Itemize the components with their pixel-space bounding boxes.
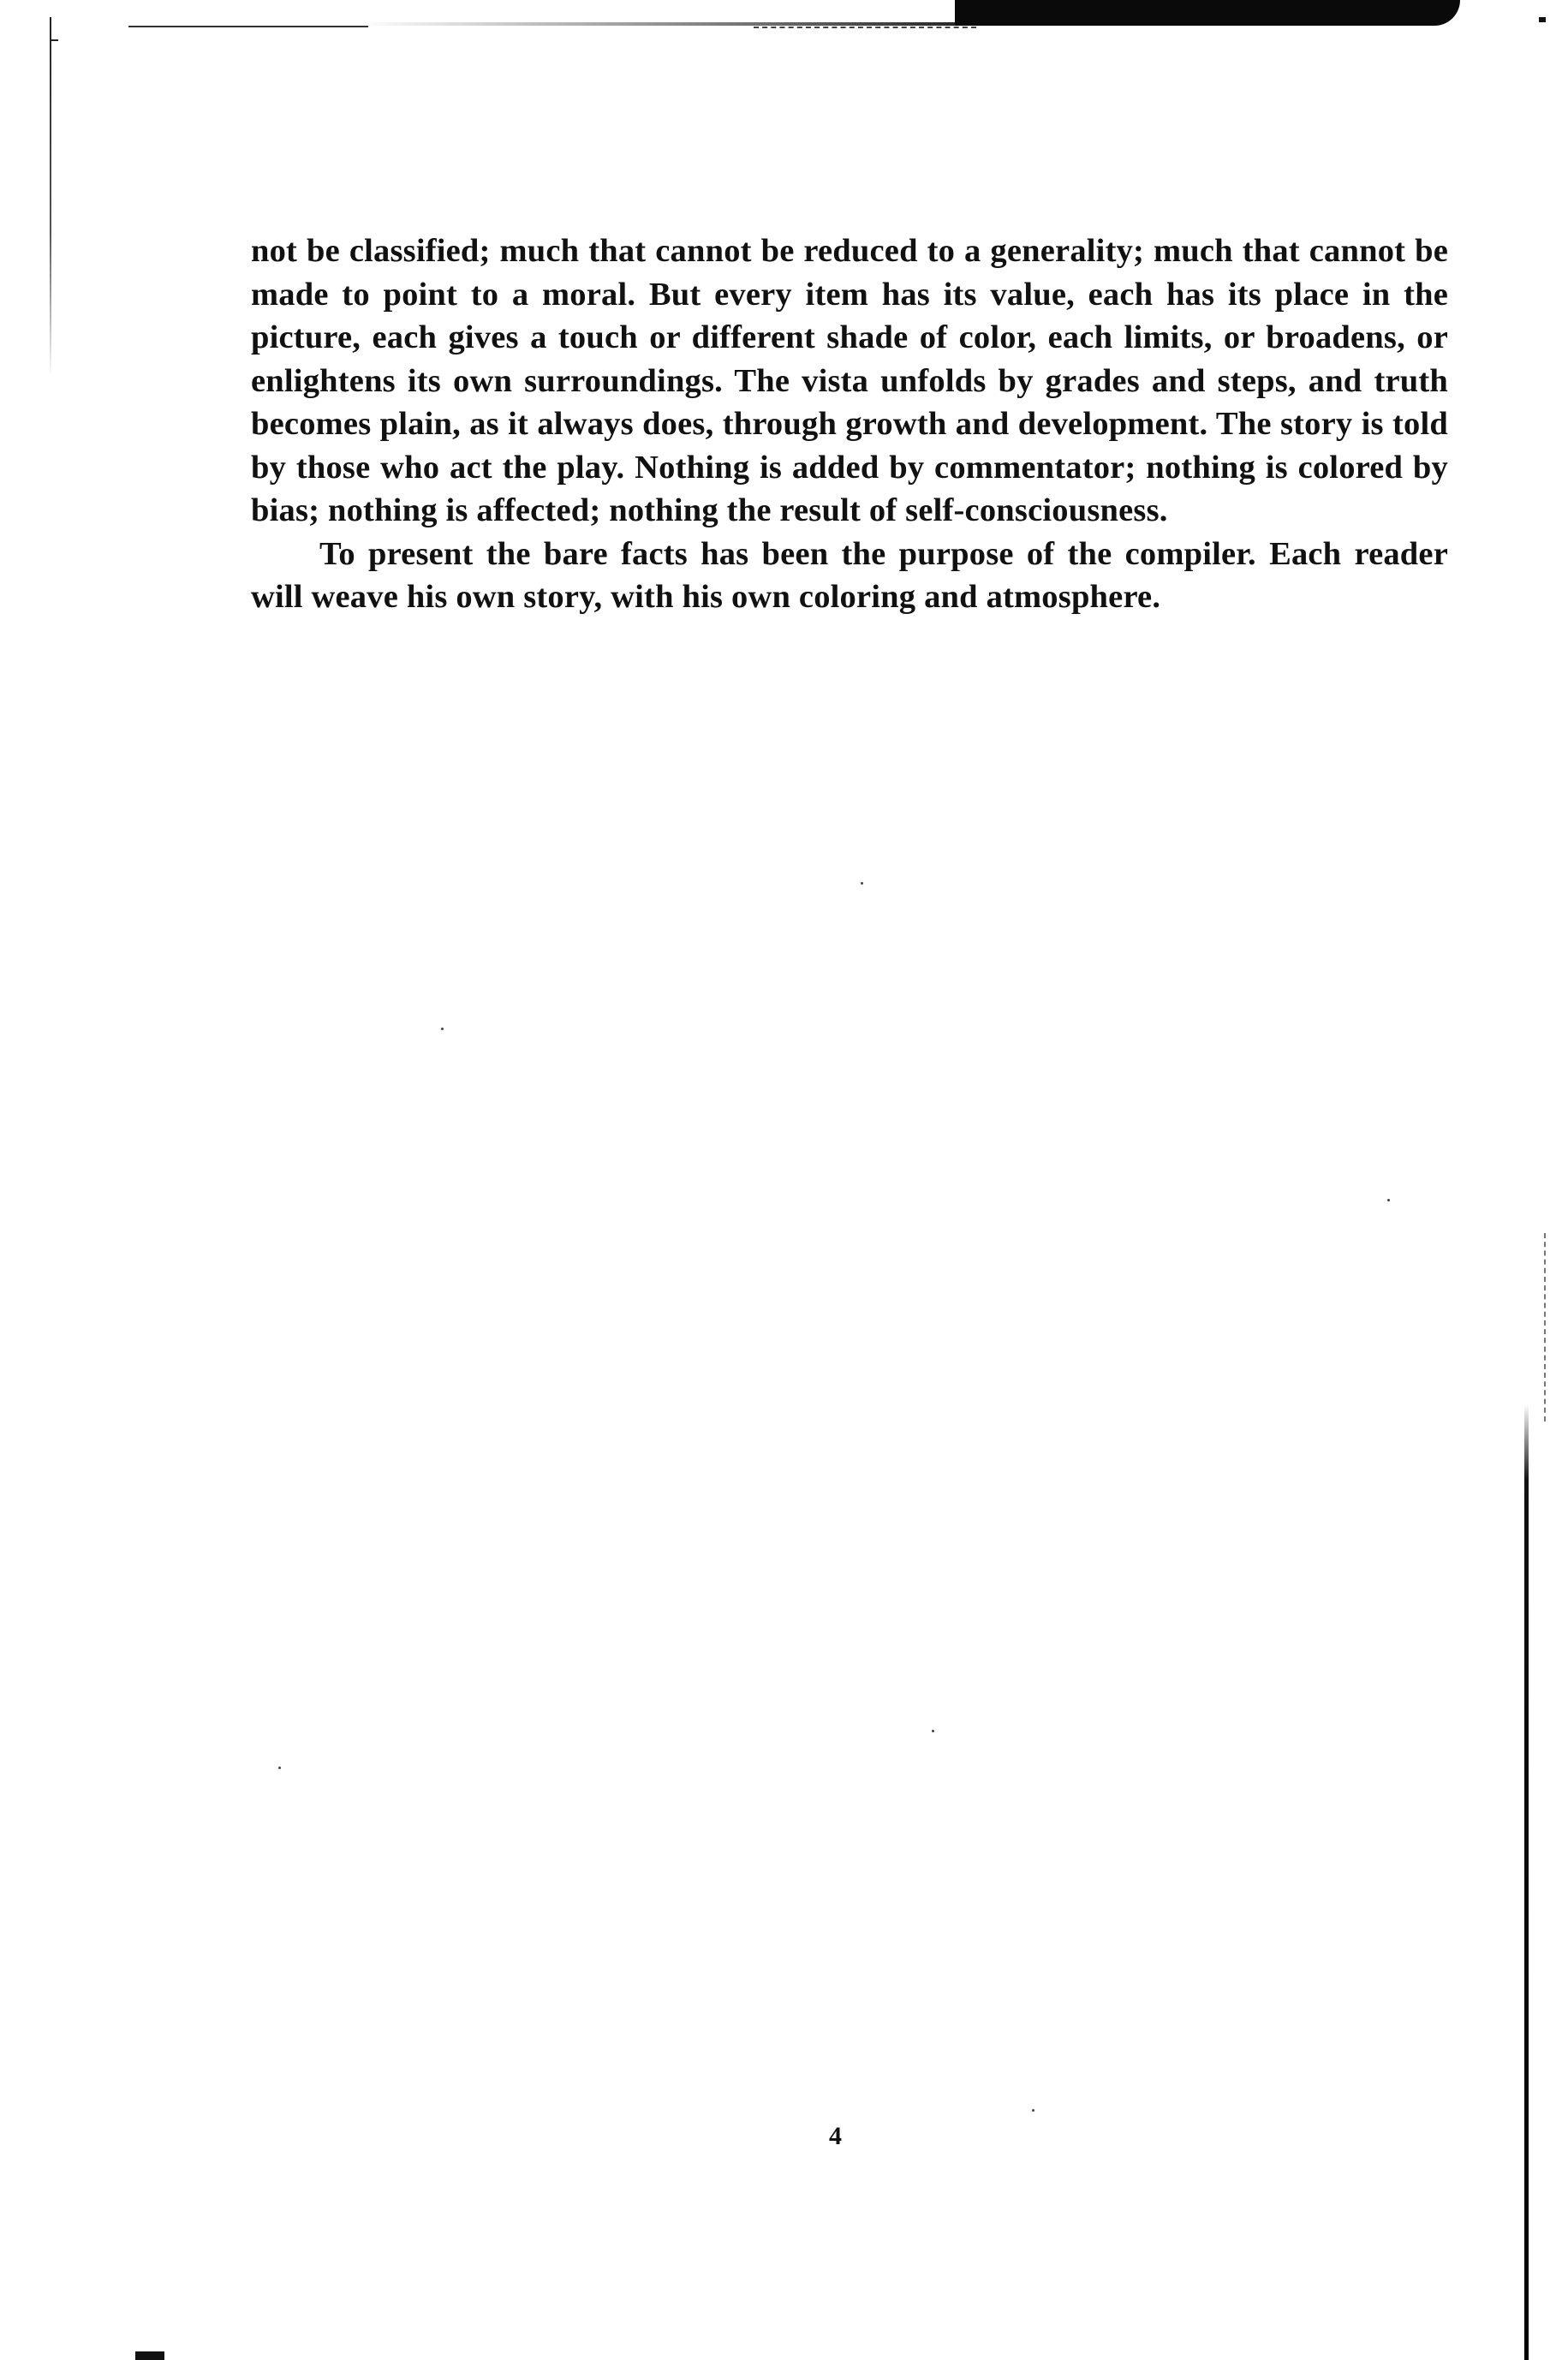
page-number: 4 [829,2122,842,2150]
scan-speck [441,1028,444,1030]
scan-top-dashes [754,27,976,28]
scan-speck [1387,1199,1390,1201]
scan-bottom-left-mark [135,2351,164,2360]
scan-right-edge-dash [1544,1233,1547,1421]
scan-left-edge [50,17,51,377]
scan-right-edge [1524,1404,1529,2360]
scan-edge-shadow [360,22,959,26]
scan-speck [1032,2109,1034,2112]
scan-corner-mark [1539,17,1546,22]
scan-top-dark-edge [955,0,1460,26]
scan-top-rule [128,26,368,27]
paragraph: not be classified; much that cannot be reduced to a generality; much that cannot be made to point to a moral. But every item has its value, each has its place in the picture, each gives a touch or different shade of color, each limits, or broadens, or enlightens its own surroundings. The vista unfolds by grades and steps, and truth becomes plain, as it always does, through growth and development. The story is told by those who act the play. Nothing is added by commentator; nothing is colored by bias; nothing is affected; nothing the result of self-consciousness. [251,233,1448,528]
scan-speck [932,1730,934,1732]
scan-left-tick [50,39,58,41]
paragraph: To present the bare facts has been the purpose of the compiler. Each reader will weave his own story, with his own coloring and atmosphere. [251,535,1448,615]
scan-speck [861,882,863,885]
scan-speck [278,1767,281,1769]
body-text [251,229,1448,619]
